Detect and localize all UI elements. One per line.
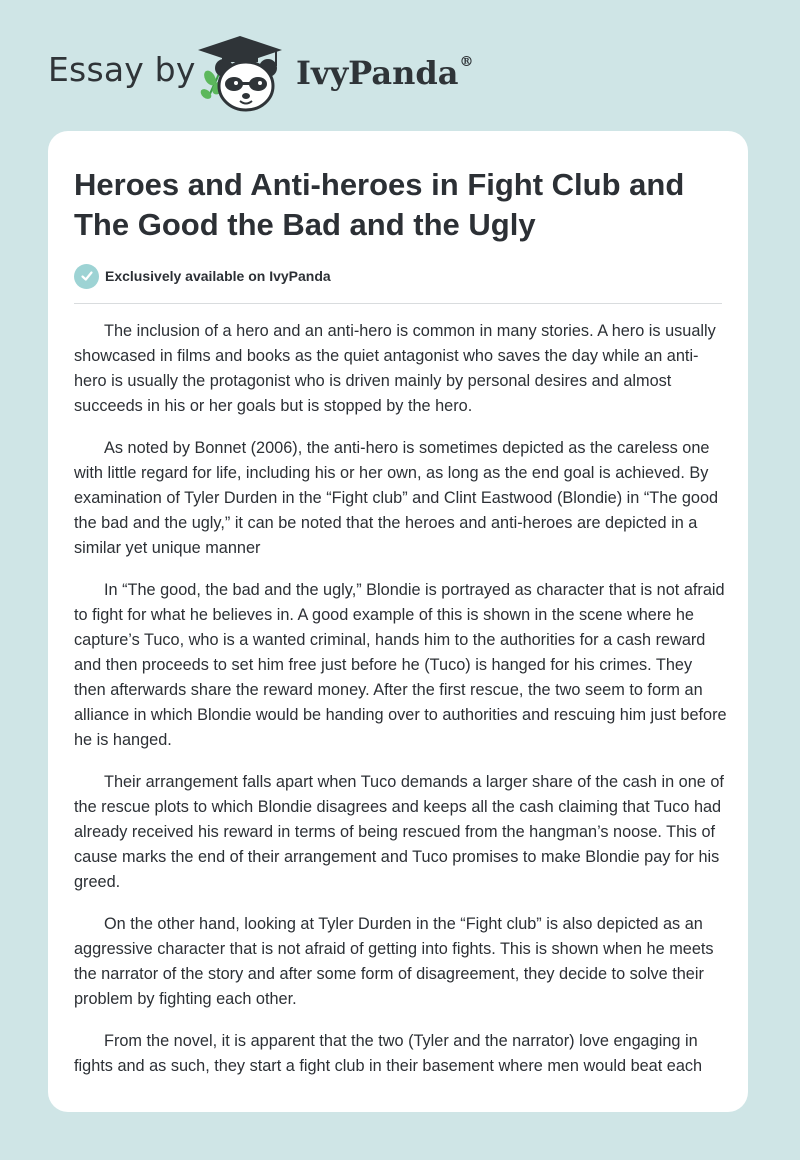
- checkmark-icon: [74, 264, 99, 289]
- brand-text: IvyPanda: [296, 54, 459, 92]
- registered-mark: ®: [459, 54, 474, 71]
- paragraph: Their arrangement falls apart when Tuco demands a larger share of the cash in one of the rescue plots to which Blondie disagrees and keeps all the cash claiming that Tuco had already received his reward in terms of being rescued from the hangman’s noose. This of cause marks the end of their arrangement and Tuco promises to make Blondie pay for his greed.: [74, 773, 724, 891]
- brand-name[interactable]: [296, 54, 473, 92]
- site-header: [0, 0, 800, 130]
- paragraph: In “The good, the bad and the ugly,” Blondie is portrayed as character that is not afraid to fight for what he believes in. A good example of this is shown in the scene where he capture’s Tuco, who is a wanted criminal, hands him to the authorities for a cash reward and then proceeds to set him free just before he (Tuco) is hanged for his crimes. They then afterwards share the reward money. After the first rescue, the two seem to form an alliance in which Blondie would be handing over to authorities and rescuing him just before he is hanged.: [74, 581, 727, 749]
- essay-title: Heroes and Anti-heroes in Fight Club and The Good the Bad and the Ugly: [74, 167, 685, 242]
- essay-by-label: Essay by: [48, 50, 196, 89]
- exclusive-badge: [74, 263, 331, 289]
- essay-body: [74, 319, 728, 1096]
- title-divider: [74, 303, 722, 304]
- paragraph: As noted by Bonnet (2006), the anti-hero is sometimes depicted as the careless one with little regard for life, including his or her own, as long as the end goal is achieved. By examination of Tyler Durden in the “Fight club” and Clint Eastwood (Blondie) in “The good the bad and the ugly,” it can be noted that the heroes and anti-heroes are depicted in a similar yet unique manner: [74, 439, 719, 557]
- paragraph: From the novel, it is apparent that the two (Tyler and the narrator) love engaging in fights and as such, they start a fight club in their basement where men would beat each: [74, 1032, 703, 1075]
- panda-graduate-icon[interactable]: [196, 34, 292, 112]
- exclusive-badge-label: Exclusively available on IvyPanda: [105, 268, 331, 284]
- paragraph: On the other hand, looking at Tyler Durden in the “Fight club” is also depicted as an aggressive character that is not afraid of getting into fights. This is shown when he meets the narrator of the story and after some form of disagreement, they decide to solve their problem by fighting each other.: [74, 915, 714, 1008]
- essay-card: [48, 131, 748, 1112]
- paragraph: The inclusion of a hero and an anti-hero is common in many stories. A hero is usually showcased in films and books as the quiet antagonist who saves the day while an anti-hero is usually the protagonist who is driven mainly by personal desires and almost succeeds in his or her goals but is stopped by the hero.: [74, 322, 716, 415]
